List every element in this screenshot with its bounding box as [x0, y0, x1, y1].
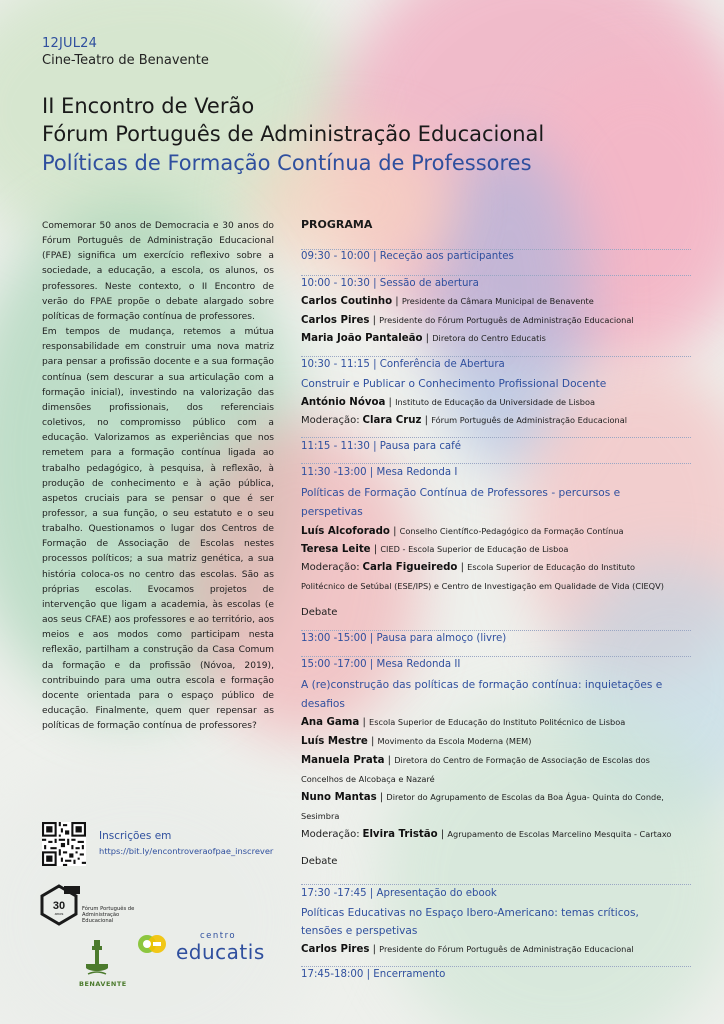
session-subtitle: Políticas Educativas no Espaço Ibero-Americano: temas críticos, [301, 907, 639, 919]
speaker-name: Carlos Pires [301, 315, 370, 326]
moderator-role-continued: Politécnico de Setúbal (ESE/IPS) e Centro de Investigação em Qualidade de Vida (CIEQV) [301, 581, 664, 591]
fpae-logo-text: Fórum Português de Administração Educacional [82, 906, 135, 925]
benavente-crest-icon [84, 938, 110, 976]
divider [301, 884, 691, 885]
fpae-30-number: 30 [52, 900, 66, 912]
divider [301, 275, 691, 276]
speaker-name: Luís Mestre [301, 736, 368, 747]
speaker-line: Manuela Prata | Diretora do Centro de Formação de Associação de Escolas dos [301, 755, 650, 766]
benavente-logo-text: BENAVENTE [79, 980, 127, 988]
divider [301, 437, 691, 438]
divider [301, 630, 691, 631]
intro-text [42, 219, 274, 734]
event-theme: Políticas de Formação Contínua de Professores [42, 151, 532, 175]
debate-label: Debate [301, 607, 338, 618]
moderator-name: Clara Cruz [362, 415, 422, 426]
debate-label: Debate [301, 856, 338, 867]
speaker-role: Diretora do Centro Educatis [432, 333, 546, 343]
session-subtitle: desafios [301, 698, 345, 710]
speaker-role: Escola Superior de Educação do Instituto Politécnico de Lisboa [369, 717, 626, 727]
event-organization: Fórum Português de Administração Educacional [42, 122, 545, 146]
speaker-line: Carlos Pires | Presidente do Fórum Português de Administração Educacional [301, 315, 634, 326]
session-subtitle: perspetivas [301, 506, 363, 518]
speaker-line: Carlos Pires | Presidente do Fórum Português de Administração Educacional [301, 944, 634, 955]
educatis-logo-text: educatis [176, 940, 265, 964]
speaker-line: Luís Mestre | Movimento da Escola Moderna (MEM) [301, 736, 532, 747]
moderator-label: Moderação: [301, 562, 360, 573]
speaker-line: António Nóvoa | Instituto de Educação da Universidade de Lisboa [301, 397, 595, 408]
divider [301, 249, 691, 250]
moderator-line: Moderação: Elvira Tristão | Agrupamento de Escolas Marcelino Mesquita - Cartaxo [301, 829, 672, 840]
moderator-line: Moderação: Clara Cruz | Fórum Português de Administração Educacional [301, 415, 628, 426]
speaker-name: Carlos Pires [301, 944, 370, 955]
program-slot-time: 11:15 - 11:30 | Pausa para café [301, 441, 462, 452]
session-subtitle: Políticas de Formação Contínua de Professores - percursos e [301, 487, 621, 499]
session-subtitle: tensões e perspetivas [301, 925, 418, 937]
fpae-30-sub: anos [54, 911, 64, 916]
speaker-role: Presidente do Fórum Português de Administração Educacional [379, 315, 634, 325]
moderator-label: Moderação: [301, 829, 360, 840]
speaker-role: Diretora do Centro de Formação de Associação de Escolas dos [394, 755, 650, 765]
speaker-name: Maria João Pantaleão [301, 333, 423, 344]
qr-code-icon[interactable] [42, 822, 86, 866]
moderator-name: Carla Figueiredo [362, 562, 458, 573]
speaker-line: Luís Alcoforado | Conselho Científico-Pedagógico da Formação Contínua [301, 526, 624, 537]
program-slot-time: 11:30 -13:00 | Mesa Redonda I [301, 467, 458, 478]
educatis-logo-icon [137, 932, 167, 956]
speaker-line: Teresa Leite | CIED - Escola Superior de Educação de Lisboa [301, 544, 569, 555]
speaker-role-continued: Sesimbra [301, 811, 340, 821]
moderator-role: Fórum Português de Administração Educacional [431, 415, 628, 425]
speaker-role: Conselho Científico-Pedagógico da Formação Contínua [399, 526, 624, 536]
educatis-logo-small-text: centro [200, 931, 237, 941]
program-slot-time: 10:30 - 11:15 | Conferência de Abertura [301, 359, 505, 370]
speaker-role: CIED - Escola Superior de Educação de Lisboa [380, 544, 569, 554]
speaker-role: Diretor do Agrupamento de Escolas da Boa Água- Quinta do Conde, [386, 792, 664, 802]
event-venue: Cine-Teatro de Benavente [42, 53, 209, 68]
speaker-role: Instituto de Educação da Universidade de Lisboa [395, 397, 595, 407]
speaker-name: Manuela Prata [301, 755, 385, 766]
divider [301, 966, 691, 967]
moderator-role: Agrupamento de Escolas Marcelino Mesquita - Cartaxo [447, 829, 672, 839]
moderator-role: Escola Superior de Educação do Instituto [467, 562, 636, 572]
registration-link[interactable]: https://bit.ly/encontroveraofpae_inscrever [99, 846, 274, 856]
divider [301, 463, 691, 464]
program-slot-time: 17:45-18:00 | Encerramento [301, 969, 446, 980]
speaker-name: Nuno Mantas [301, 792, 377, 803]
program-slot-time: 10:00 - 10:30 | Sessão de abertura [301, 278, 479, 289]
speaker-line: Nuno Mantas | Diretor do Agrupamento de Escolas da Boa Água- Quinta do Conde, [301, 792, 664, 803]
speaker-role: Presidente do Fórum Português de Administração Educacional [379, 944, 634, 954]
program-slot-time: 17:30 -17:45 | Apresentação do ebook [301, 888, 497, 899]
program-slot-time: 13:00 -15:00 | Pausa para almoço (livre) [301, 633, 507, 644]
event-date: 12JUL24 [42, 36, 98, 51]
program-slot-time: 09:30 - 10:00 | Receção aos participantes [301, 251, 514, 262]
program-slot-time: 15:00 -17:00 | Mesa Redonda II [301, 659, 461, 670]
moderator-line: Moderação: Carla Figueiredo | Escola Superior de Educação do Instituto [301, 562, 636, 573]
intro-paragraph: Comemorar 50 anos de Democracia e 30 anos do Fórum Português de Administração Educacional (FPAE) significa um exercício reflexivo sobre a sociedade, a educação, a escola, os alunos, os professores. Neste contexto, o II Encontro de verão do FPAE propõe o debate alargado sobre políticas de formação contínua de professores. [42, 221, 274, 322]
session-subtitle: Construir e Publicar o Conhecimento Profissional Docente [301, 378, 607, 390]
speaker-role: Movimento da Escola Moderna (MEM) [377, 736, 532, 746]
speaker-name: António Nóvoa [301, 397, 386, 408]
speaker-line: Ana Gama | Escola Superior de Educação do Instituto Politécnico de Lisboa [301, 717, 626, 728]
moderator-name: Elvira Tristão [362, 829, 438, 840]
intro-paragraph: Em tempos de mudança, retemos a mútua responsabilidade em construir uma nova matriz para pensar a profissão docente e a sua formação contínua (sem descurar a sua articulação com a formação inicial), investindo na valorização das dimensões profissionais, dos referenciais coletivos, no compromisso público com a educação. Valorizamos as experiências que nos remetem para a formação contínua ligada ao trabalho pedagógico, à pesquisa, à reflexão, à produção de conhecimento e à ação pública, aspetos cruciais para se pensar o que é ser professor, a sua função, o seu estatuto e o seu trabalho. Questionamos o lugar dos Centros de Formação de Associação de Escolas nestes processos políticos; a sua matriz genética, a sua história coloca-os no centro das escolas. São as próprias escolas. Evocamos projetos de intervenção que ligam a academia, às escolas (e aos seus CFAE) aos professores e ao território, aos meios e aos modos como participam nesta reflexão, partilham a construção da Casa Comum da formação e da profissão (Nóvoa, 2019), contribuindo para uma outra escola e formação docente orientada para o espaço público de educação. Finalmente, quem quer repensar as políticas de formação contínua de professores? [42, 327, 274, 732]
speaker-name: Luís Alcoforado [301, 526, 390, 537]
divider [301, 356, 691, 357]
speaker-line: Carlos Coutinho | Presidente da Câmara Municipal de Benavente [301, 296, 594, 307]
speaker-name: Ana Gama [301, 717, 360, 728]
session-subtitle: A (re)construção das políticas de formação contínua: inquietações e [301, 679, 663, 691]
speaker-name: Carlos Coutinho [301, 296, 393, 307]
speaker-name: Teresa Leite [301, 544, 371, 555]
registration-label: Inscrições em [99, 830, 172, 842]
divider [301, 656, 691, 657]
speaker-role: Presidente da Câmara Municipal de Benavente [401, 296, 594, 306]
speaker-role-continued: Concelhos de Alcobaça e Nazaré [301, 774, 435, 784]
moderator-label: Moderação: [301, 415, 360, 426]
fpae-30-logo-icon [38, 884, 80, 926]
program-heading: PROGRAMA [301, 218, 373, 231]
event-title: II Encontro de Verão [42, 94, 255, 118]
speaker-line: Maria João Pantaleão | Diretora do Centro Educatis [301, 333, 546, 344]
